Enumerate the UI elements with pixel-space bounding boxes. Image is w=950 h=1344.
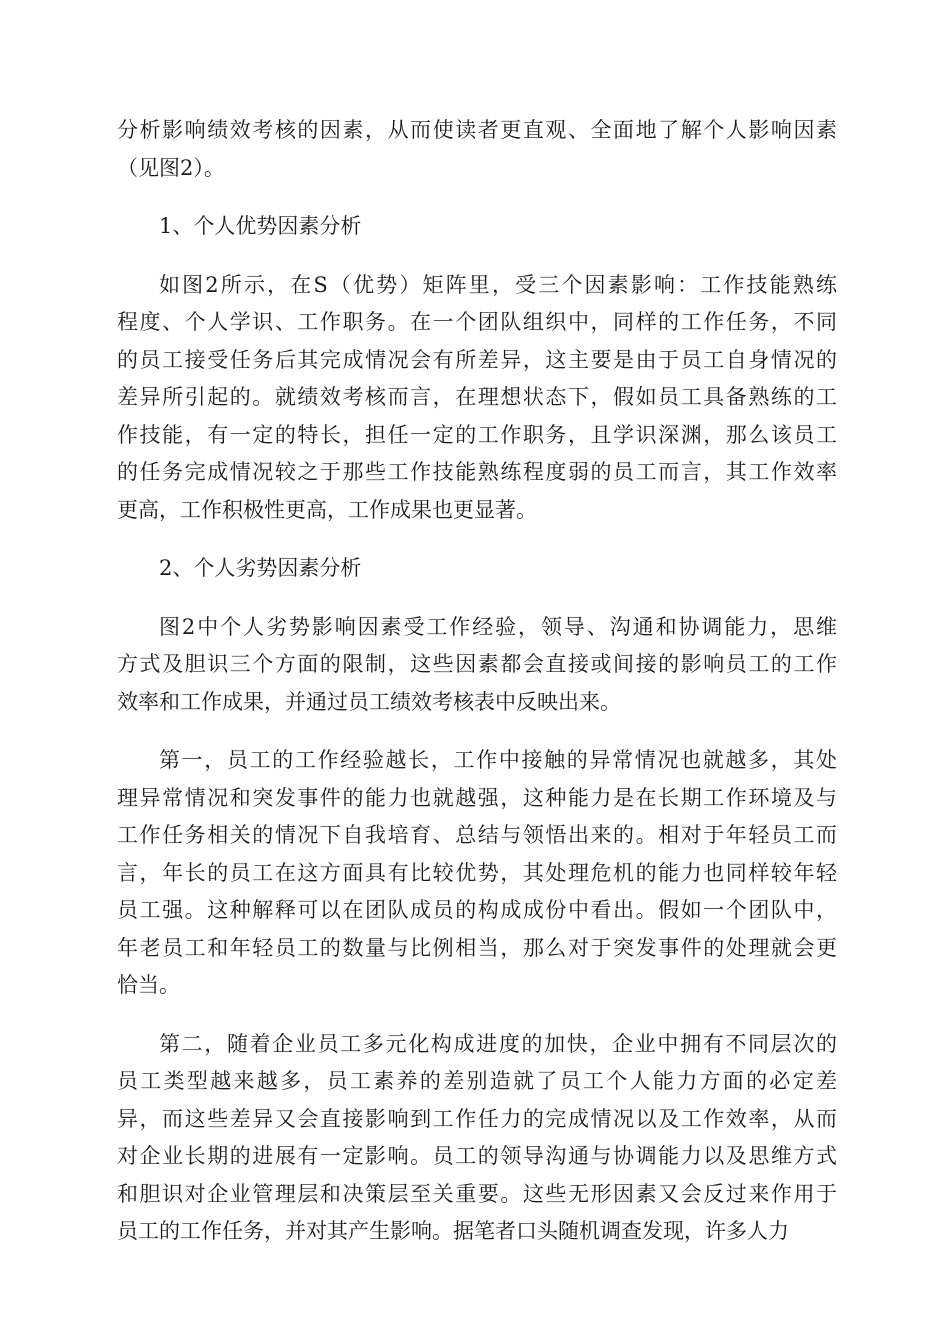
text-line: 更高，工作积极性更高，工作成果也更显著。 <box>117 497 537 522</box>
paragraph <box>117 742 837 1005</box>
text-line: 员工强。这种解释可以在团队成员的构成成份中看出。假如一个团队中， <box>117 898 837 922</box>
text-line: 效率和工作成果，并通过员工绩效考核表中反映出来。 <box>117 689 621 714</box>
paragraph <box>117 609 837 722</box>
paragraph-gap <box>117 187 837 208</box>
paragraph-gap <box>117 246 837 267</box>
paragraph <box>117 112 837 187</box>
text-line: 图2中个人劣势影响因素受工作经验，领导、沟通和协调能力，思维 <box>159 614 837 639</box>
text-line: 言，年长的员工在这方面具有比较优势，其处理危机的能力也同样较年轻 <box>117 860 837 885</box>
text-line: （见图2）。 <box>117 155 225 180</box>
text-line: 异，而这些差异又会直接影响到工作任力的完成情况以及工作效率，从而 <box>117 1106 837 1131</box>
paragraph <box>117 1026 837 1251</box>
text-line: 分析影响绩效考核的因素，从而使读者更直观、全面地了解个人影响因素 <box>117 118 837 142</box>
text-line: 年老员工和年轻员工的数量与比例相当，那么对于突发事件的处理就会更 <box>117 935 837 960</box>
paragraph-gap <box>117 529 837 550</box>
text-line: 员工类型越来越多，员工素养的差别造就了员工个人能力方面的必定差 <box>117 1069 837 1093</box>
section-heading <box>117 208 837 246</box>
text-line: 对企业长期的进展有一定影响。员工的领导沟通与协调能力以及思维方式 <box>117 1144 837 1168</box>
paragraph-gap <box>117 588 837 609</box>
text-line: 恰当。 <box>117 973 180 997</box>
text-line: 1、个人优势因素分析 <box>159 214 362 238</box>
text-line: 程度、个人学识、工作职务。在一个团队组织中，同样的工作任务，不同 <box>117 310 837 334</box>
text-line: 员工的工作任务，并对其产生影响。据笔者口头随机调查发现，许多人力 <box>117 1219 789 1243</box>
paragraph-gap <box>117 721 837 742</box>
text-line: 方式及胆识三个方面的限制，这些因素都会直接或间接的影响员工的工作 <box>117 652 837 676</box>
text-line: 作技能，有一定的特长，担任一定的工作职务，且学识深渊，那么该员工 <box>117 422 837 447</box>
text-line: 理异常情况和突发事件的能力也就越强，这种能力是在长期工作环境及与 <box>117 785 837 810</box>
text-line: 的任务完成情况较之于那些工作技能熟练程度弱的员工而言，其工作效率 <box>117 460 837 484</box>
text-line: 2、个人劣势因素分析 <box>159 556 362 580</box>
text-line: 的员工接受任务后其完成情况会有所差异，这主要是由于员工自身情况的 <box>117 347 837 372</box>
text-line: 如图2所示，在S（优势）矩阵里，受三个因素影响：工作技能熟练 <box>159 272 837 297</box>
document-body <box>117 112 837 1251</box>
text-line: 第一，员工的工作经验越长，工作中接触的异常情况也就越多，其处 <box>159 748 837 772</box>
paragraph <box>117 267 837 530</box>
paragraph-gap <box>117 1005 837 1026</box>
text-line: 差异所引起的。就绩效考核而言，在理想状态下，假如员工具备熟练的工 <box>117 385 837 409</box>
text-line: 第二，随着企业员工多元化构成进度的加快，企业中拥有不同层次的 <box>159 1031 837 1056</box>
section-heading <box>117 550 837 588</box>
text-line: 和胆识对企业管理层和决策层至关重要。这些无形因素又会反过来作用于 <box>117 1181 837 1206</box>
text-line: 工作任务相关的情况下自我培育、总结与领悟出来的。相对于年轻员工而 <box>117 823 837 847</box>
